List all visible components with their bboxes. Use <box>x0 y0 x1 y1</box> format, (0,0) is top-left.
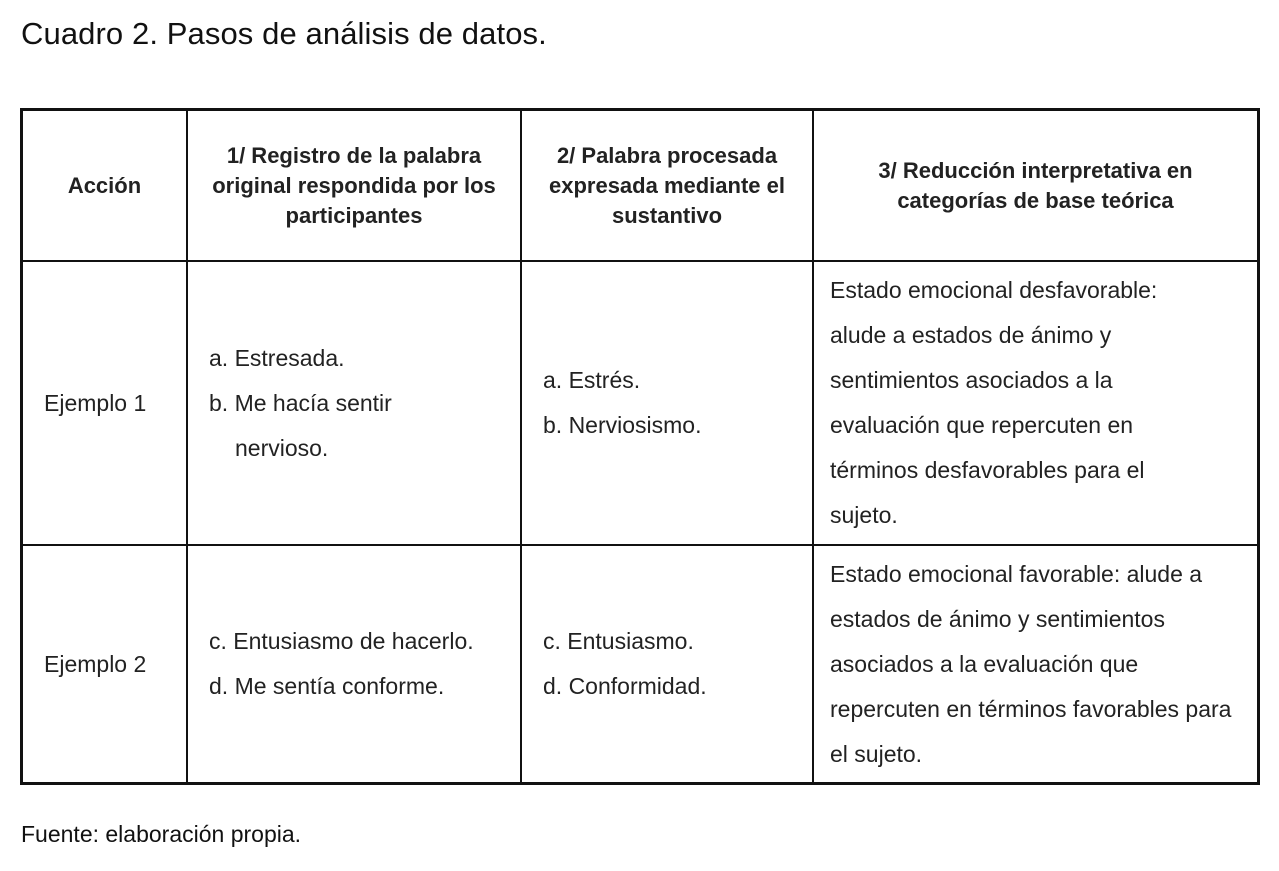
source-note: Fuente: elaboración propia. <box>21 821 302 847</box>
reduction-cell: Estado emocional favorable: alude a estados de ánimo y sentimientos asociados a la evaluación que repercuten en términos favorables para el sujeto. <box>813 545 1257 782</box>
list-item: a. Estrés. <box>543 367 641 393</box>
table-row <box>23 545 1257 782</box>
list-item: d. Me sentía conforme. <box>209 673 445 699</box>
original-words-cell <box>187 545 521 782</box>
list-item: c. Entusiasmo de hacerlo. <box>209 628 474 654</box>
original-words-cell <box>187 261 521 545</box>
analysis-steps-table <box>20 108 1260 785</box>
list-item: b. Nerviosismo. <box>543 412 702 438</box>
data-table <box>23 111 1257 782</box>
column-header-original-word: 1/ Registro de la palabra original respondida por los participantes <box>187 111 521 261</box>
list-item: d. Conformidad. <box>543 673 707 699</box>
processed-words-cell <box>521 261 813 545</box>
column-header-processed-word: 2/ Palabra procesada expresada mediante el sustantivo <box>521 111 813 261</box>
list-item: a. Estresada. <box>209 344 345 371</box>
reduction-cell: Estado emocional desfavorable: alude a estados de ánimo y sentimientos asociados a la evaluación que repercuten en términos desfavorables para el sujeto. <box>813 261 1257 545</box>
table-caption: Cuadro 2. Pasos de análisis de datos. <box>21 16 547 51</box>
column-header-interpretive-reduction: 3/ Reducción interpretativa en categorías de base teórica <box>813 111 1257 261</box>
row-label: Ejemplo 1 <box>23 261 187 545</box>
table-row <box>23 261 1257 545</box>
table-header-row <box>23 111 1257 261</box>
list-item: b. Me hacía sentir nervioso. <box>209 389 392 461</box>
processed-words-cell <box>521 545 813 782</box>
row-label: Ejemplo 2 <box>23 545 187 782</box>
column-header-action: Acción <box>23 111 187 261</box>
list-item: c. Entusiasmo. <box>543 628 694 654</box>
